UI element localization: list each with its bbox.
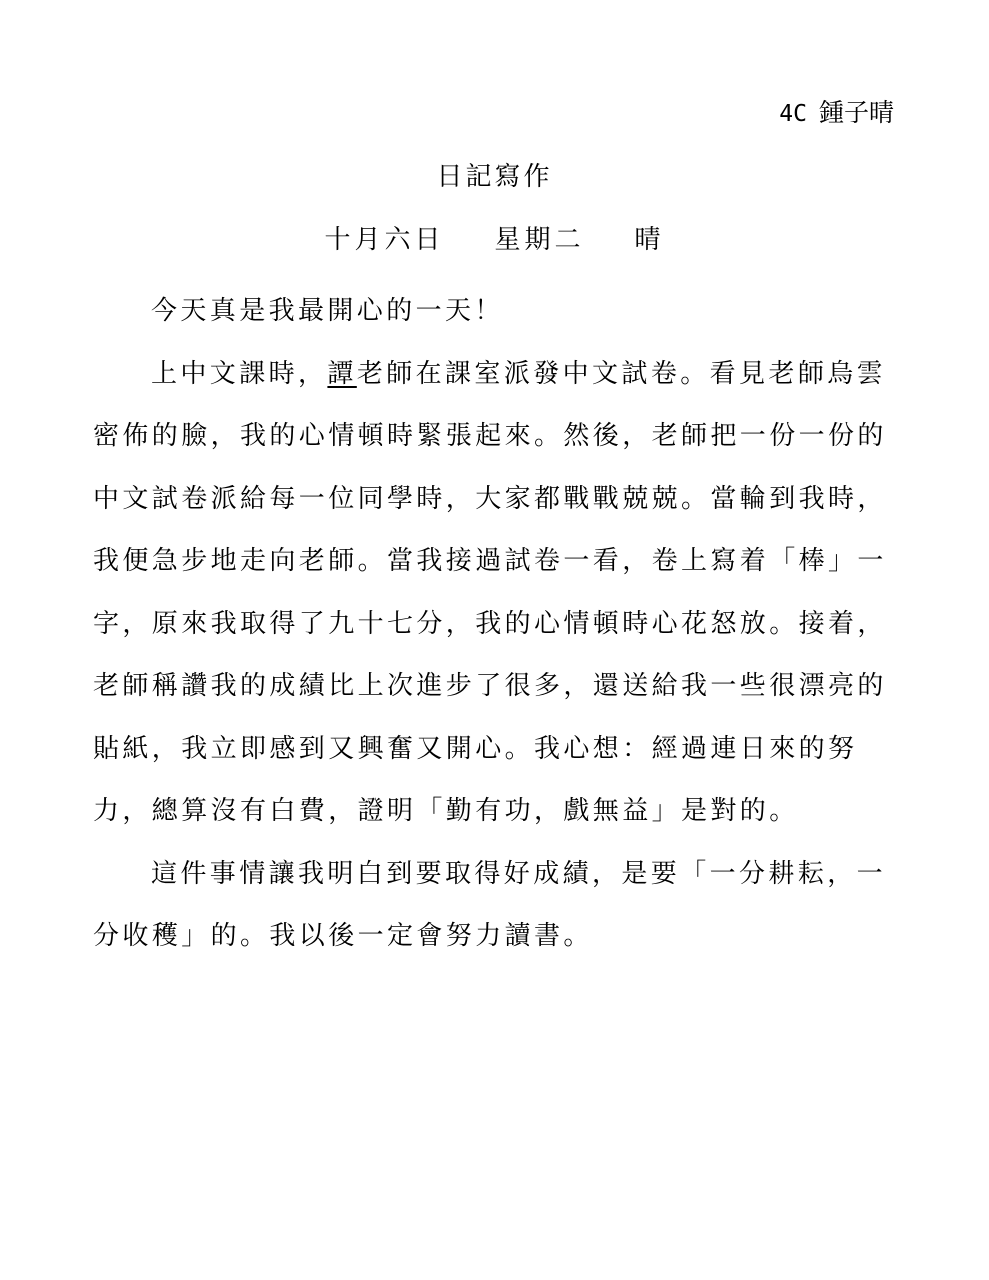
paragraph-1 [93,280,893,343]
paragraph-line: 我便急步地走向老師。當我接過試卷一看，卷上寫着「棒」一 [93,546,887,576]
class-code: 4C [779,101,807,127]
page-title: 日記寫作 [436,162,553,192]
date-weekday: 星期二 [494,225,585,255]
paragraph-3 [93,843,893,968]
diary-body [93,280,893,968]
paragraph-line: 分收穫」的。我以後一定會努力讀書。 [93,921,593,951]
text-run: 上中文課時， [151,358,328,389]
date-day: 十月六日 [324,225,445,255]
paragraph-line: 密佈的臉，我的心情頓時緊張起來。然後，老師把一份一份的 [93,421,887,451]
paragraph-line: 字，原來我取得了九十七分，我的心情頓時心花怒放。接着， [93,608,887,639]
underlined-name: 譚 [327,358,357,389]
paragraph-line: 貼紙，我立即感到又興奮又開心。我心想：經過連日來的努 [93,733,858,764]
paragraph-line: 這件事情讓我明白到要取得好成績，是要「一分耕耘，一 [151,858,887,889]
paragraph-line: 力，總算沒有白費，證明「勤有功，戲無益」是對的。 [93,796,799,826]
date-weather: 晴 [634,225,665,255]
paragraph-line [93,343,893,406]
paragraph-line: 老師稱讚我的成績比上次進步了很多，還送給我一些很漂亮的 [93,671,887,701]
date-line [0,223,989,257]
paragraph-line: 今天真是我最開心的一天！ [151,296,504,326]
author-line [779,96,894,131]
text-run: 老師在課室派發中文試卷。看見老師烏雲 [356,358,887,389]
student-name: 鍾子晴 [818,98,894,127]
paragraph-2 [93,343,893,843]
paragraph-line: 中文試卷派給每一位同學時，大家都戰戰兢兢。當輪到我時， [93,483,887,514]
